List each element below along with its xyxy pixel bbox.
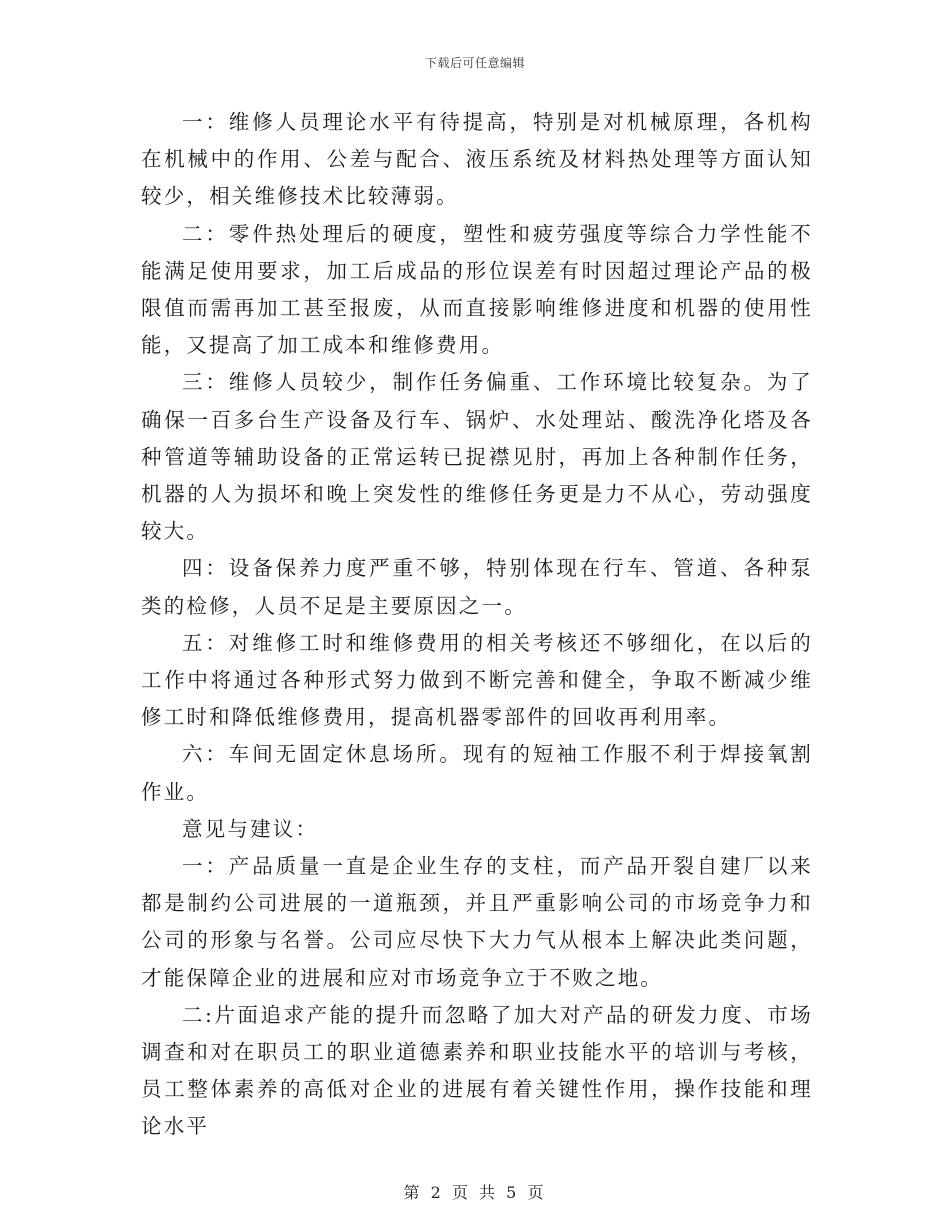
paragraph-issue-2: 二：零件热处理后的硬度，塑性和疲劳强度等综合力学性能不能满足使用要求，加工后成品的形位误差有时因超过理论产品的极限值而需再加工甚至报废，从而直接影响维修进度和机器的使用性能，又提高了加工成本和维修费用。	[141, 221, 813, 358]
page-header	[0, 54, 950, 71]
header-text: 下载后可任意编辑	[424, 56, 525, 70]
footer-suffix: 页	[527, 1183, 547, 1202]
paragraph-suggestion-1: 一：产品质量一直是企业生存的支柱，而产品开裂自建厂以来都是制约公司进展的一道瓶颈，并且严重影响公司的市场竞争力和公司的形象与名誉。公司应尽快下大力气从根本上解决此类问题，才能保障企业的进展和应对市场竞争立于不败之地。	[141, 854, 813, 990]
document-body	[141, 104, 813, 1146]
paragraph-issue-6: 六：车间无固定休息场所。现有的短袖工作服不利于焊接氧割作业。	[141, 742, 813, 804]
page-footer	[0, 1180, 950, 1203]
paragraph-issue-1: 一：维修人员理论水平有待提高，特别是对机械原理，各机构在机械中的作用、公差与配合、液压系统及材料热处理等方面认知较少，相关维修技术比较薄弱。	[141, 110, 813, 209]
footer-total-word: 共	[479, 1183, 499, 1202]
footer-page-word: 页	[451, 1183, 471, 1202]
paragraph-issue-5: 五：对维修工时和维修费用的相关考核还不够细化，在以后的工作中将通过各种形式努力做到不断完善和健全，争取不断减少维修工时和降低维修费用，提高机器零部件的回收再利用率。	[141, 630, 813, 730]
paragraph-suggestion-2: 二:片面追求产能的提升而忽略了加大对产品的研发力度、市场调查和对在职员工的职业道德素养和职业技能水平的培训与考核，员工整体素养的高低对企业的进展有着关键性作用，操作技能和理论水平	[141, 1002, 813, 1139]
footer-prefix: 第	[403, 1183, 423, 1202]
section-heading-suggestions: 意见与建议：	[182, 816, 319, 841]
paragraph-issue-4: 四：设备保养力度严重不够，特别体现在行车、管道、各种泵类的检修，人员不足是主要原因之一。	[141, 556, 813, 618]
footer-total-pages: 5	[506, 1183, 520, 1202]
paragraph-issue-3: 三：维修人员较少，制作任务偏重、工作环境比较复杂。为了确保一百多台生产设备及行车、锅炉、水处理站、酸洗净化塔及各种管道等辅助设备的正常运转已捉襟见肘，再加上各种制作任务，机器的人为损坏和晚上突发性的维修任务更是力不从心，劳动强度较大。	[141, 370, 813, 544]
footer-current-page: 2	[430, 1183, 444, 1202]
